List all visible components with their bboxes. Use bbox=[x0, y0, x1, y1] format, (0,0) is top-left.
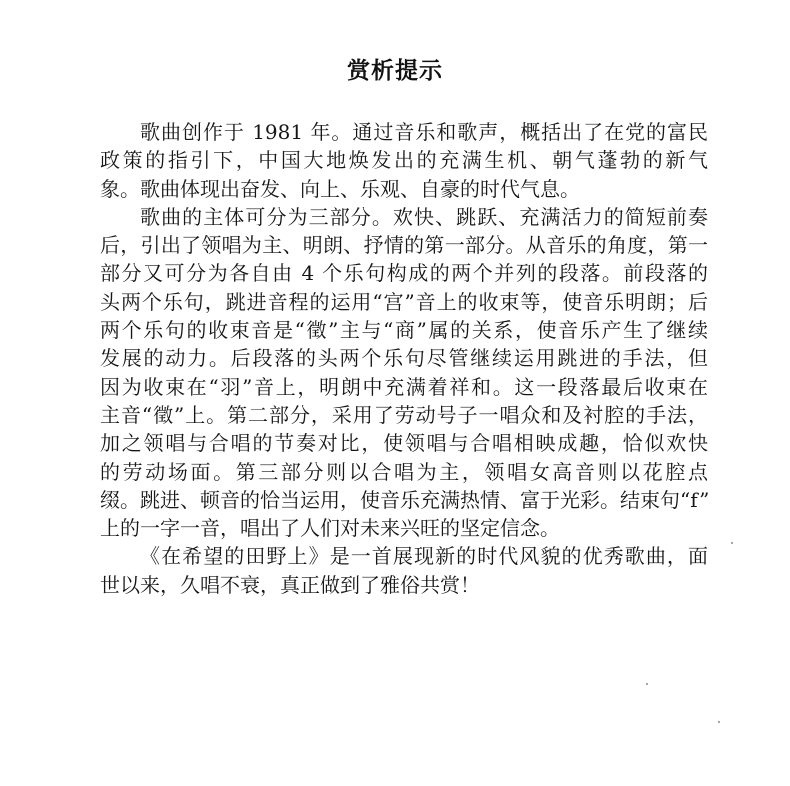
text-line: 歌曲的主体可分为三部分。欢快、跳跃、充满活力的简短前奏 bbox=[140, 204, 708, 229]
text-line: 主音“徵”上。第二部分，采用了劳动号子一唱众和及衬腔的手法， bbox=[100, 402, 708, 427]
document-body bbox=[100, 118, 708, 599]
text-line: 部分又可分为各自由 4 个乐句构成的两个并列的段落。前段落的 bbox=[100, 261, 708, 286]
text-line: 加之领唱与合唱的节奏对比，使领唱与合唱相映成趣，恰似欢快 bbox=[100, 431, 708, 456]
text-line: 世以来，久唱不衰，真正做到了雅俗共赏！ bbox=[100, 572, 480, 597]
page-title: 赏析提示 bbox=[347, 58, 443, 84]
text-line: 政策的指引下，中国大地焕发出的充满生机、朝气蓬勃的新气 bbox=[100, 148, 708, 173]
text-line: 《在希望的田野上》是一首展现新的时代风貌的优秀歌曲，面 bbox=[140, 544, 708, 569]
scan-speck bbox=[646, 683, 648, 685]
text-line: 缀。跳进、顿音的恰当运用，使音乐充满热情、富于光彩。结束句“f” bbox=[100, 487, 710, 512]
text-line: 头两个乐句，跳进音程的运用“宫”音上的收束等，使音乐明朗；后 bbox=[100, 289, 708, 314]
text-line: 歌曲创作于 1981 年。通过音乐和歌声，概括出了在党的富民 bbox=[140, 120, 708, 144]
paragraph-1 bbox=[100, 118, 708, 203]
text-line: 因为收束在“羽”音上，明朗中充满着祥和。这一段落最后收束在 bbox=[100, 374, 708, 399]
text-line: 两个乐句的收束音是“徵”主与“商”属的关系，使音乐产生了继续 bbox=[100, 318, 708, 343]
paragraph-2 bbox=[100, 203, 708, 543]
text-line: 的劳动场面。第三部分则以合唱为主，领唱女高音则以花腔点 bbox=[100, 459, 708, 484]
text-line: 上的一字一音，唱出了人们对未来兴旺的坚定信念。 bbox=[100, 516, 560, 541]
text-line: 象。歌曲体现出奋发、向上、乐观、自豪的时代气息。 bbox=[100, 176, 580, 201]
scan-speck bbox=[731, 542, 733, 544]
scan-speck bbox=[718, 721, 720, 723]
text-line: 发展的动力。后段落的头两个乐句尽管继续运用跳进的手法，但 bbox=[100, 346, 708, 371]
paragraph-3 bbox=[100, 542, 708, 599]
text-line: 后，引出了领唱为主、明朗、抒情的第一部分。从音乐的角度，第一 bbox=[100, 233, 708, 258]
